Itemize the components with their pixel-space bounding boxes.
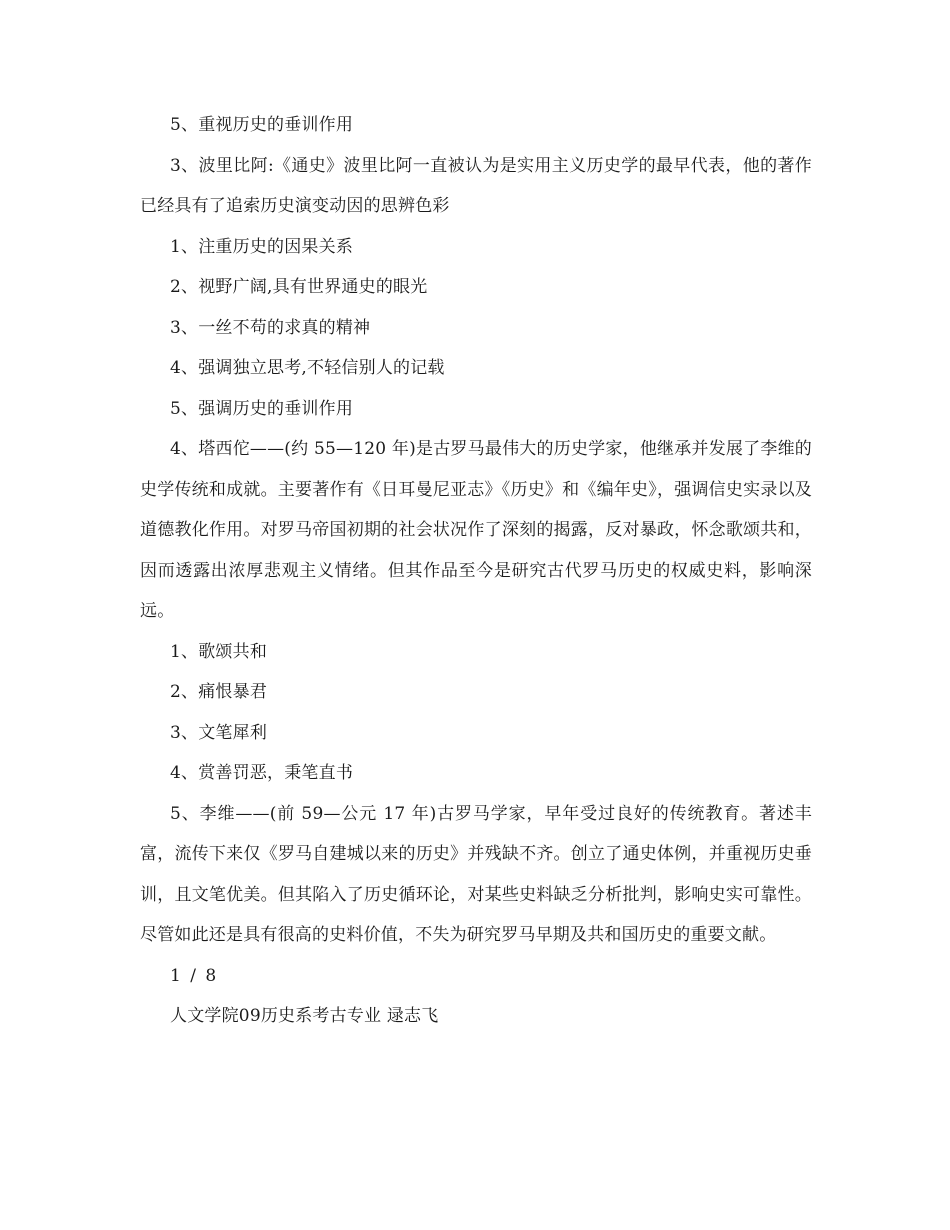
section-paragraph-polybius: 3、波里比阿:《通史》波里比阿一直被认为是实用主义历史学的最早代表，他的著作已经具有了追索历史演变动因的思辨色彩: [140, 155, 812, 216]
list-item: 5、重视历史的垂训作用: [170, 115, 354, 135]
section-paragraph-tacitus: 4、塔西佗——(约 55—120 年)是古罗马最伟大的历史学家，他继承并发展了李维的史学传统和成就。主要著作有《日耳曼尼亚志》《历史》和《编年史》，强调信史实录以及道德教化作用。对罗马帝国初期的社会状况作了深刻的揭露，反对暴政，怀念歌颂共和，因而透露出浓厚悲观主义情绪。但其作品至今是研究古代罗马历史的权威史料，影响深远。: [140, 439, 812, 621]
list-item: 2、视野广阔,具有世界通史的眼光: [170, 277, 428, 297]
list-item: 2、痛恨暴君: [170, 682, 268, 702]
footer-author-line: 人文学院09历史系考古专业 逯志飞: [170, 1006, 439, 1026]
list-item: 3、一丝不苟的求真的精神: [170, 317, 371, 338]
list-item: 1、注重历史的因果关系: [170, 236, 354, 257]
document-body: [140, 105, 812, 1037]
list-item: 3、文笔犀利: [170, 722, 268, 743]
list-item: 4、赏善罚恶，秉笔直书: [170, 763, 354, 783]
list-item: 4、强调独立思考,不轻信别人的记载: [170, 358, 445, 378]
page-number: 1 / 8: [170, 965, 219, 986]
list-item: 5、强调历史的垂训作用: [170, 398, 354, 419]
list-item: 1、歌颂共和: [170, 641, 268, 662]
section-paragraph-livy: 5、李维——(前 59—公元 17 年)古罗马学家，早年受过良好的传统教育。著述丰富，流传下来仅《罗马自建城以来的历史》并残缺不齐。创立了通史体例，并重视历史垂训，且文笔优美。但其陷入了历史循环论，对某些史料缺乏分析批判，影响史实可靠性。尽管如此还是具有很高的史料价值，不失为研究罗马早期及共和国历史的重要文献。: [140, 803, 812, 945]
